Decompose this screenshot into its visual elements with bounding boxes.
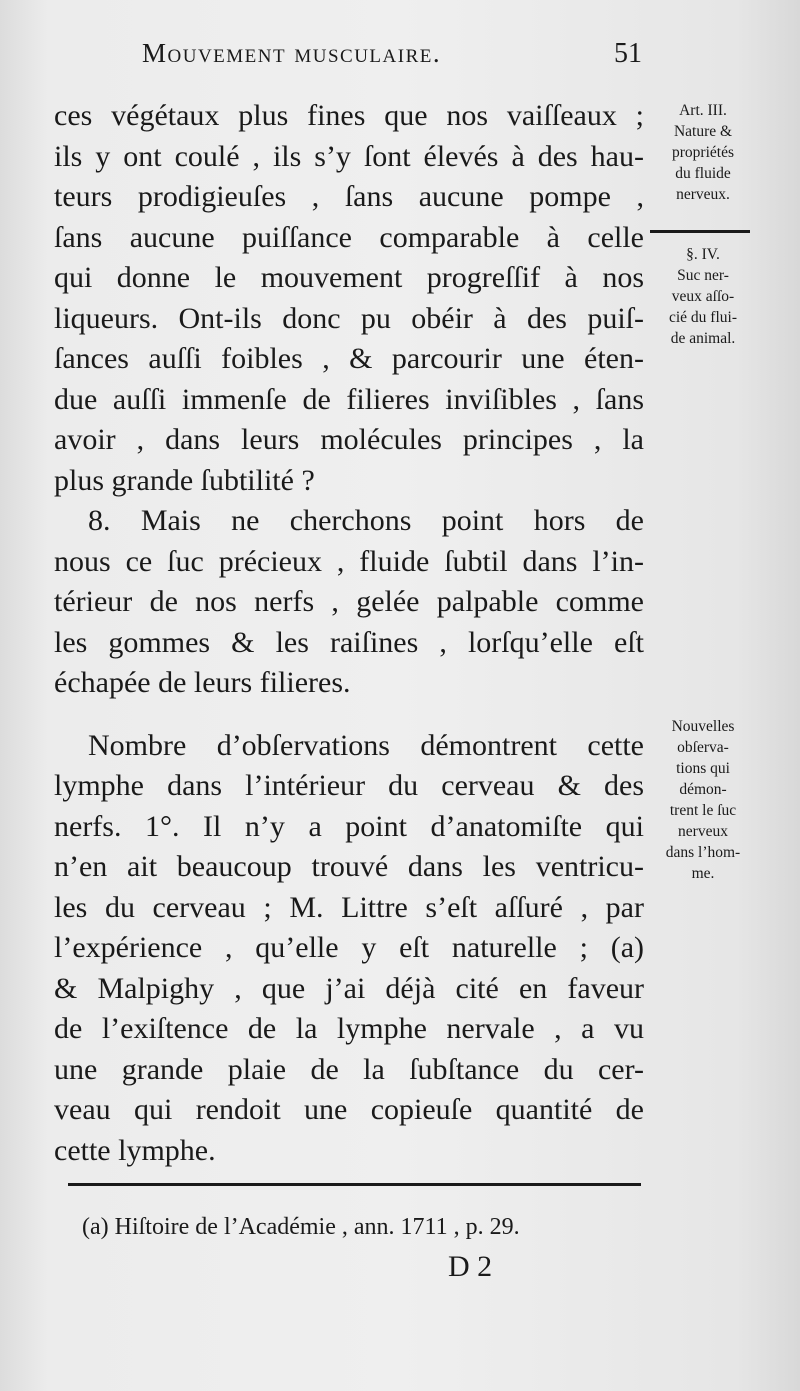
- text-line: ſances auſſi foibles , & parcourir une éten-: [54, 342, 644, 375]
- text-line: lymphe dans l’intérieur du cerveau & des: [54, 769, 644, 802]
- margin-note-observations: [648, 716, 758, 884]
- margin-line: Nouvelles: [671, 718, 735, 735]
- margin-line: veux aſſo-: [671, 288, 735, 305]
- margin-line: Nature &: [673, 123, 733, 140]
- text-line: ces végétaux plus fines que nos vaiſſeaux ;: [54, 99, 644, 132]
- text-line: cette lymphe.: [54, 1133, 216, 1167]
- text-line: & Malpighy , que j’ai déjà cité en faveur: [54, 971, 644, 1005]
- running-title: Mouvement musculaire.: [142, 38, 442, 68]
- margin-divider: [650, 230, 750, 233]
- paragraph-gap: [54, 704, 644, 726]
- margin-line: §. IV.: [686, 246, 720, 263]
- text-line: nerfs. 1°. Il n’y a point d’anatomiſte qui: [54, 809, 644, 843]
- text-line: n’en ait beaucoup trouvé dans les ventricu-: [54, 850, 644, 883]
- margin-line: du fluide: [675, 165, 731, 182]
- text-line: liqueurs. Ont-ils donc pu obéir à des puiſ-: [54, 301, 644, 335]
- margin-line: obſerva-: [677, 739, 729, 756]
- text-line: veau qui rendoit une copieuſe quantité de: [54, 1093, 644, 1126]
- text-line: qui donne le mouvement progreſſif à nos: [54, 261, 644, 294]
- text-line: Nombre d’obſervations démontrent cette: [88, 728, 644, 762]
- margin-line: dans l’hom-: [665, 844, 741, 861]
- margin-line: nerveux.: [676, 186, 730, 203]
- text-line: l’expérience , qu’elle y eſt naturelle ; (a): [54, 931, 644, 964]
- footnote: (a) Hiſtoire de l’Académie , ann. 1711 , p. 29.: [82, 1214, 520, 1240]
- margin-line: tions qui: [676, 760, 730, 777]
- text-line: une grande plaie de la ſubſtance du cer-: [54, 1052, 644, 1086]
- text-line: nous ce ſuc précieux , fluide ſubtil dans l’in-: [54, 544, 644, 578]
- margin-line: trent le ſuc: [669, 802, 737, 819]
- text-line: ils y ont coulé , ils s’y ſont élevés à des hau-: [54, 139, 644, 173]
- margin-line: cié du flui-: [668, 309, 737, 326]
- margin-line: me.: [691, 865, 715, 882]
- text-line: plus grande ſubtilité ?: [54, 463, 315, 497]
- margin-line: Suc ner-: [677, 267, 729, 284]
- text-line: les du cerveau ; M. Littre s’eſt aſſuré , par: [54, 890, 644, 924]
- page-number: 51: [614, 38, 642, 69]
- margin-line: démon-: [679, 781, 727, 798]
- text-line: due auſſi immenſe de filieres inviſibles , ſans: [54, 382, 644, 416]
- margin-line: de animal.: [670, 330, 736, 347]
- text-line: térieur de nos nerfs , gelée palpable comme: [54, 585, 644, 618]
- margin-line: Art. III.: [679, 102, 727, 119]
- margin-line: propriétés: [672, 144, 734, 161]
- text-line: teurs prodigieuſes , ſans aucune pompe ,: [54, 180, 644, 213]
- footnote-rule: [68, 1183, 641, 1186]
- margin-line: nerveux: [678, 823, 728, 840]
- text-line: 8. Mais ne cherchons point hors de: [88, 504, 644, 537]
- page-header: [142, 38, 642, 78]
- text-line: de l’exiſtence de la lymphe nervale , a vu: [54, 1012, 644, 1045]
- text-line: les gommes & les raiſines , lorſqu’elle eſt: [54, 625, 644, 659]
- margin-note-article: [648, 100, 758, 205]
- main-text: [54, 96, 644, 1171]
- signature-mark: D 2: [448, 1250, 493, 1283]
- text-line: ſans aucune puiſſance comparable à celle: [54, 220, 644, 254]
- text-line: avoir , dans leurs molécules principes , la: [54, 423, 644, 456]
- margin-note-section: [648, 244, 758, 349]
- text-line: échapée de leurs filieres.: [54, 666, 351, 699]
